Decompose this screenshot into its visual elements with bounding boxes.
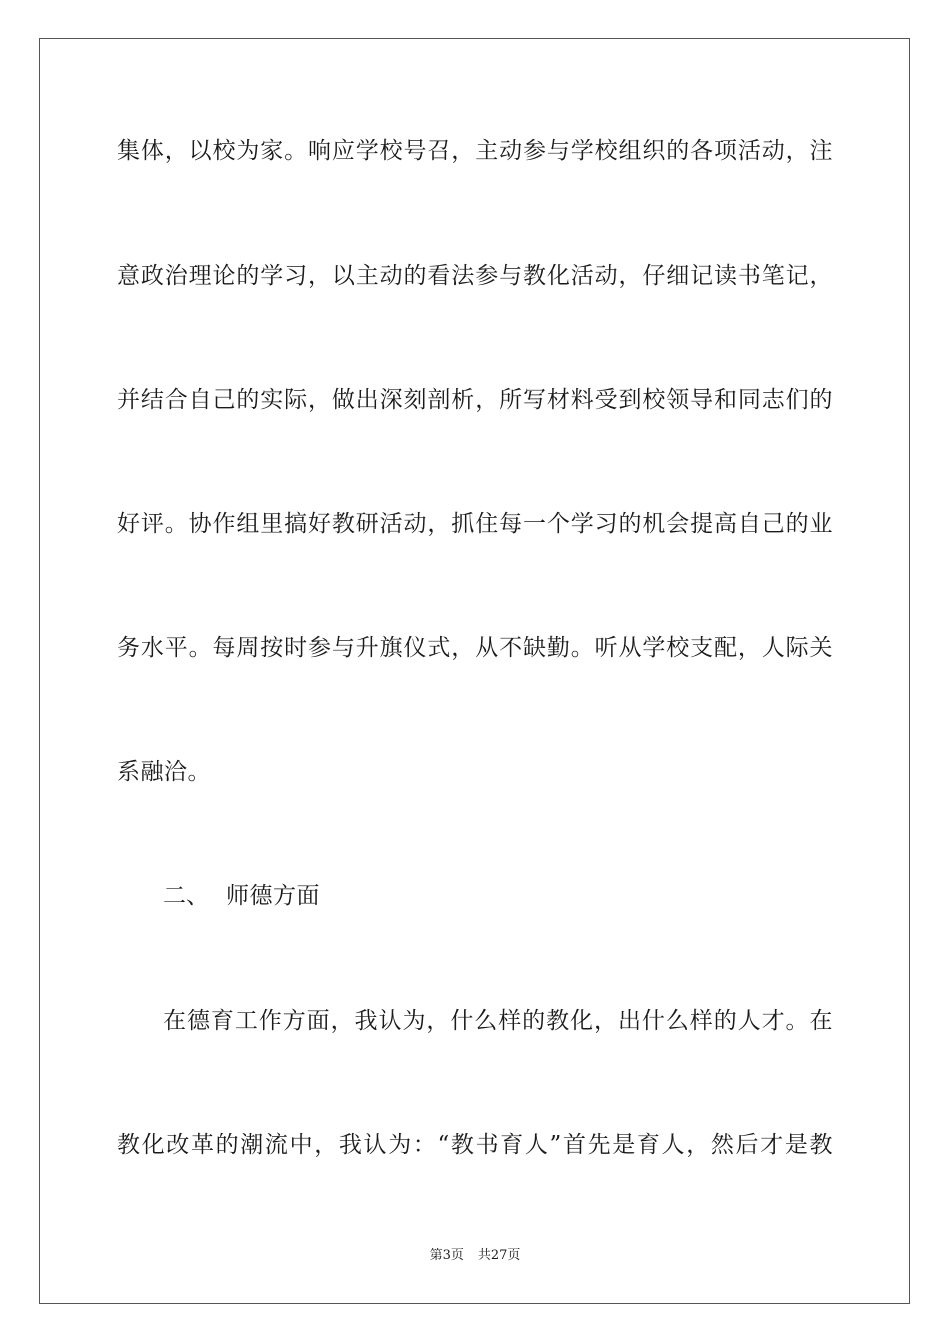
page-footer	[0, 1247, 950, 1265]
body-line-6: 系融洽。	[117, 759, 211, 785]
body-line-4: 好评。协作组里搞好教研活动，抓住每一个学习的机会提高自己的业	[117, 511, 833, 537]
body-line-5: 务水平。每周按时参与升旗仪式，从不缺勤。听从学校支配，人际关	[117, 635, 833, 661]
page-number-current: 第3页	[429, 1248, 464, 1263]
paragraph2-line-2: 教化改革的潮流中，我认为：“教书育人”首先是育人，然后才是教	[117, 1132, 833, 1158]
paragraph2-line-1: 在德育工作方面，我认为，什么样的教化，出什么样的人才。在	[163, 1008, 833, 1034]
section-heading-title: 师德方面	[226, 883, 320, 909]
page-number-total: 共27页	[477, 1248, 521, 1263]
body-line-3: 并结合自己的实际，做出深刻剖析，所写材料受到校领导和同志们的	[117, 387, 833, 413]
section-heading-number: 二、	[163, 883, 209, 909]
body-line-1: 集体，以校为家。响应学校号召，主动参与学校组织的各项活动，注	[117, 138, 833, 164]
page-border	[39, 38, 910, 1304]
body-line-2: 意政治理论的学习，以主动的看法参与教化活动，仔细记读书笔记，	[117, 263, 833, 289]
